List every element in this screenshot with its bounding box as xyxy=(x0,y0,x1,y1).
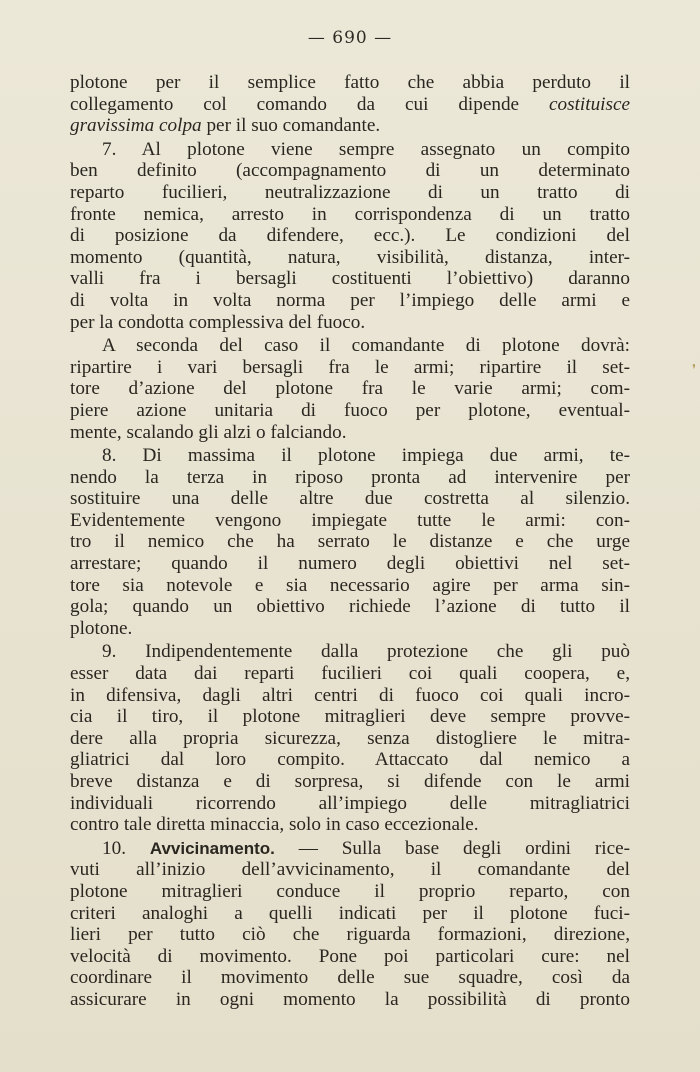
text-line: dere alla propria sicurezza, senza distogliere le mitra- xyxy=(70,727,630,749)
text-line: criteri analoghi a quelli indicati per il plotone fuci- xyxy=(70,902,630,924)
text-line: gravissima colpa per il suo comandante. xyxy=(70,115,381,137)
text-line: fronte nemica, arresto in corrispondenza di un tratto xyxy=(70,203,630,225)
text-line: A seconda del caso il comandante di plotone dovrà: xyxy=(102,335,630,357)
text-line: 8. Di massima il plotone impiega due armi, te- xyxy=(102,445,630,467)
text-line: individuali ricorrendo all’impiego delle mitragliatrici xyxy=(70,792,630,814)
margin-mark-icon: ❜ xyxy=(692,362,696,376)
text-line: plotone per il semplice fatto che abbia perduto il xyxy=(70,72,630,93)
text-line: plotone. xyxy=(70,617,133,639)
text-line: contro tale diretta minaccia, solo in caso eccezionale. xyxy=(70,814,479,836)
text-line: di posizione da difendere, ecc.). Le condizioni del xyxy=(70,225,630,247)
text-line: cia il tiro, il plotone mitraglieri deve sempre provve- xyxy=(70,706,630,728)
text-line: breve distanza e di sorpresa, si difende con le armi xyxy=(70,771,630,792)
text-line: in difensiva, dagli altri centri di fuoco coi quali incro- xyxy=(70,684,630,706)
text-line: tro il nemico che ha serrato le distanze e che urge xyxy=(70,531,630,553)
text-line: momento (quantità, natura, visibilità, distanza, inter- xyxy=(70,246,630,268)
text-line: reparto fucilieri, neutralizzazione di un tratto di xyxy=(70,181,630,203)
text-line: 7. Al plotone viene sempre assegnato un compito xyxy=(102,138,630,160)
text-line: coordinare il movimento delle sue squadre, così da xyxy=(70,967,630,989)
text-line: valli fra i bersagli costituenti l’obiettivo) daranno xyxy=(70,268,630,290)
text-line: esser data dai reparti fucilieri coi quali coopera, e, xyxy=(70,663,630,685)
text-line: di volta in volta norma per l’impiego delle armi e xyxy=(70,289,630,311)
text-line: vuti all’inizio dell’avvicinamento, il comandante del xyxy=(70,859,630,881)
text-line: gliatrici dal loro compito. Attaccato dal nemico a xyxy=(70,749,630,771)
text-line: sostituire una delle altre due costretta al silenzio. xyxy=(70,488,630,510)
text-line: collegamento col comando da cui dipende costituisce xyxy=(70,93,630,115)
text-line: mente, scalando gli alzi o falciando. xyxy=(70,421,347,443)
text-line: assicurare in ogni momento la possibilità di pronto xyxy=(70,988,630,1010)
text-line: arrestare; quando il numero degli obiettivi nel set- xyxy=(70,553,630,575)
text-line: nendo la terza in riposo pronta ad intervenire per xyxy=(70,466,630,488)
text-line: gola; quando un obiettivo richiede l’azione di tutto il xyxy=(70,596,630,618)
text-line: Evidentemente vengono impiegate tutte le armi: con- xyxy=(70,509,630,531)
text-line: per la condotta complessiva del fuoco. xyxy=(70,311,366,333)
page-number: — 690 — xyxy=(307,28,393,48)
text-line: ben definito (accompagnamento di un determinato xyxy=(70,160,630,182)
emphasis-text: gravissima colpa xyxy=(70,115,202,137)
text-line: tore d’azione del plotone fra le varie armi; com- xyxy=(70,378,630,400)
emphasis-text: costituisce xyxy=(549,93,630,115)
section-heading: Avvicinamento. xyxy=(149,838,275,858)
text-line: piere azione unitaria di fuoco per plotone, eventual- xyxy=(70,399,630,421)
text-line: lieri per tutto ciò che riguarda formazioni, direzione, xyxy=(70,924,630,946)
text-line: 10. Avvicinamento. — Sulla base degli ordini rice- xyxy=(102,837,630,859)
text-line: velocità di movimento. Pone poi particolari cure: nel xyxy=(70,945,630,967)
text-line: plotone mitraglieri conduce il proprio reparto, con xyxy=(70,880,630,902)
text-line: tore sia notevole e sia necessario agire per arma sin- xyxy=(70,574,630,596)
body-text xyxy=(70,72,630,1011)
text-line: 9. Indipendentemente dalla protezione che gli può xyxy=(102,641,630,663)
text-line: ripartire i vari bersagli fra le armi; ripartire il set- xyxy=(70,356,630,378)
